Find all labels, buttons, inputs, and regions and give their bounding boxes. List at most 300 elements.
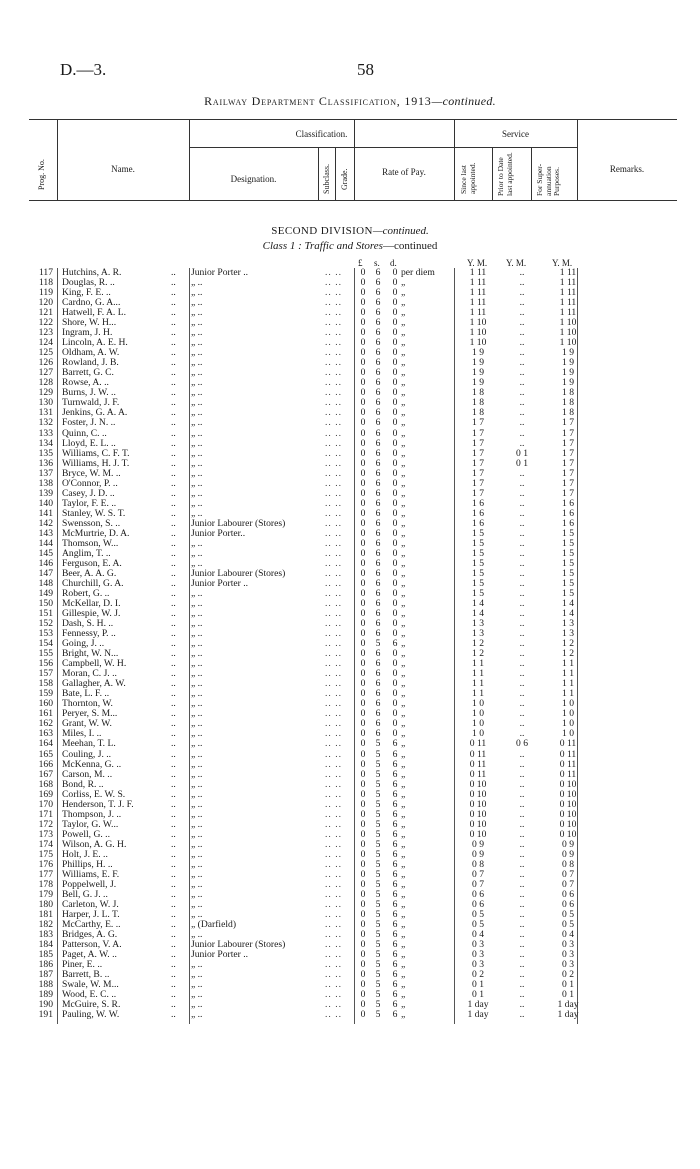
pay-pence: 0	[392, 317, 398, 329]
service-prior: ..	[519, 327, 525, 339]
service-prior: ..	[519, 919, 525, 931]
service-prior: ..	[519, 818, 525, 830]
employee-name: Wilson, A. G. H.	[62, 838, 127, 850]
prog-no: 179	[38, 888, 53, 900]
pay-shillings: 6	[375, 407, 381, 419]
pay-pence: 0	[392, 658, 398, 670]
pay-shillings: 5	[375, 999, 381, 1011]
service-prior: 0 1	[516, 447, 528, 459]
leader-dots: ..	[171, 999, 176, 1011]
pay-period: „	[401, 919, 406, 931]
employee-name: Ingram, J. H.	[62, 327, 113, 339]
prog-no: 176	[38, 858, 53, 870]
designation: „ ..	[191, 327, 203, 339]
prog-no: 149	[38, 588, 53, 599]
service-since-last: 1 8	[472, 397, 484, 409]
subclass-grade-dots: .. ..	[325, 688, 342, 700]
pay-period: „	[401, 848, 406, 860]
pay-pounds: 0	[360, 577, 366, 589]
table-row	[29, 880, 679, 890]
leader-dots: ..	[171, 708, 176, 720]
leader-dots: ..	[171, 608, 176, 620]
pay-pence: 0	[392, 577, 398, 589]
pay-pounds: 0	[360, 427, 366, 439]
class-suffix: —continued	[382, 240, 438, 252]
service-superannuation: 1 5	[562, 577, 574, 589]
pay-shillings: 5	[375, 989, 381, 1001]
table-row	[29, 850, 679, 860]
service-since-last: 1 11	[469, 267, 487, 278]
pay-period: „	[401, 708, 406, 720]
service-superannuation: 1 7	[562, 427, 574, 439]
prog-no: 159	[38, 688, 53, 700]
subclass-grade-dots: .. ..	[325, 788, 342, 800]
designation: „ ..	[191, 909, 203, 920]
employee-name: Thomson, W...	[62, 537, 119, 549]
subclass-grade-dots: .. ..	[325, 618, 342, 630]
prog-no: 172	[38, 818, 53, 830]
service-superannuation: 1 5	[562, 537, 574, 549]
service-since-last: 1 6	[472, 507, 484, 519]
employee-name: Couling, J. ..	[62, 748, 112, 760]
pay-pence: 6	[392, 969, 398, 981]
leader-dots: ..	[171, 577, 176, 589]
service-superannuation: 0 11	[559, 748, 577, 760]
service-superannuation: 1 4	[562, 608, 574, 620]
employee-name: Taylor, F. E. ..	[62, 497, 117, 509]
pay-shillings: 5	[375, 898, 381, 910]
designation: „ ..	[191, 477, 203, 489]
service-prior: ..	[519, 417, 525, 429]
pay-pounds: 0	[360, 417, 366, 429]
designation: Junior Porter..	[191, 527, 246, 539]
employee-name: Oldham, A. W.	[62, 347, 120, 359]
subclass-grade-dots: .. ..	[325, 658, 342, 670]
pay-pence: 6	[392, 999, 398, 1011]
leader-dots: ..	[171, 407, 176, 419]
prog-no: 163	[38, 728, 53, 740]
employee-name: McGuire, S. R.	[62, 999, 121, 1011]
employee-name: Going, J. ..	[62, 638, 105, 650]
subclass-grade-dots: .. ..	[325, 527, 342, 539]
pay-pence: 0	[392, 427, 398, 439]
pay-pounds: 0	[360, 297, 366, 309]
pay-period: „	[401, 668, 406, 680]
service-superannuation: 1 11	[559, 307, 577, 319]
pay-period: „	[401, 768, 406, 780]
service-superannuation: 0 5	[562, 909, 574, 920]
service-since-last: 1 8	[472, 387, 484, 399]
service-since-last: 1 7	[472, 447, 484, 459]
pay-pounds: 0	[360, 497, 366, 509]
leader-dots: ..	[171, 678, 176, 690]
leader-dots: ..	[171, 658, 176, 670]
service-since-last: 1 7	[472, 477, 484, 489]
subclass-grade-dots: .. ..	[325, 577, 342, 589]
pay-period: „	[401, 517, 406, 529]
pay-shillings: 6	[375, 307, 381, 319]
pay-pounds: 0	[360, 728, 366, 740]
service-since-last: 1 2	[472, 638, 484, 650]
pay-shillings: 6	[375, 427, 381, 439]
pay-period: „	[401, 447, 406, 459]
table-row	[29, 970, 679, 980]
table-row	[29, 469, 679, 479]
leader-dots: ..	[171, 447, 176, 459]
pay-period: „	[401, 838, 406, 850]
leader-dots: ..	[171, 828, 176, 840]
service-prior: ..	[519, 858, 525, 870]
pay-period: „	[401, 929, 406, 941]
pay-shillings: 6	[375, 618, 381, 630]
pay-pence: 6	[392, 748, 398, 760]
leader-dots: ..	[171, 778, 176, 790]
table-row	[29, 1000, 679, 1010]
service-prior: ..	[519, 347, 525, 359]
employee-name: Swensson, S. ..	[62, 517, 121, 529]
pay-pounds: 0	[360, 598, 366, 610]
page-number: 58	[357, 60, 374, 79]
pay-shillings: 5	[375, 979, 381, 991]
designation: „ ..	[191, 618, 203, 630]
employee-name: Swale, W. M...	[62, 979, 119, 991]
prog-no: 157	[38, 668, 53, 680]
designation: „ ..	[191, 598, 203, 610]
employee-name: Bell, G. J. ..	[62, 888, 108, 900]
subclass-grade-dots: .. ..	[325, 798, 342, 810]
pay-pence: 6	[392, 788, 398, 800]
designation: „ ..	[191, 507, 203, 519]
pay-period: „	[401, 808, 406, 820]
prog-no: 184	[38, 939, 53, 951]
service-superannuation: 1 8	[562, 407, 574, 419]
pay-pounds: 0	[360, 287, 366, 299]
pay-pence: 6	[392, 979, 398, 991]
table-row	[29, 298, 679, 308]
employee-name: Douglas, R. ..	[62, 277, 115, 289]
table-row	[29, 960, 679, 970]
employee-name: Gallagher, A. W.	[62, 678, 126, 690]
service-superannuation: 1 11	[559, 277, 577, 289]
employee-name: McMurtrie, D. A.	[62, 527, 130, 539]
leader-dots: ..	[171, 738, 176, 750]
service-superannuation: 1 1	[562, 678, 574, 690]
pay-period: „	[401, 387, 406, 399]
service-prior: ..	[519, 477, 525, 489]
designation: Junior Porter ..	[191, 267, 249, 278]
table-row	[29, 278, 679, 288]
pay-pounds: 0	[360, 457, 366, 469]
pay-pence: 6	[392, 868, 398, 880]
pay-pence: 0	[392, 477, 398, 489]
leader-dots: ..	[171, 949, 176, 961]
service-superannuation: 0 10	[559, 788, 577, 800]
leader-dots: ..	[171, 919, 176, 931]
pay-pounds: 0	[360, 387, 366, 399]
pay-pounds: 0	[360, 557, 366, 569]
designation: „ ..	[191, 588, 203, 599]
designation: „ ..	[191, 407, 203, 419]
pay-shillings: 5	[375, 858, 381, 870]
prog-no: 178	[38, 878, 53, 890]
employee-name: Churchill, G. A.	[62, 577, 124, 589]
employee-name: Stanley, W. S. T.	[62, 507, 126, 519]
subclass-grade-dots: .. ..	[325, 517, 342, 529]
designation: „ ..	[191, 788, 203, 800]
pay-pence: 6	[392, 818, 398, 830]
service-since-last: 0 5	[472, 909, 484, 920]
table-row	[29, 659, 679, 669]
subclass-grade-dots: .. ..	[325, 708, 342, 720]
service-since-last: 1 10	[469, 317, 487, 329]
prog-no: 185	[38, 949, 53, 961]
service-superannuation: 1 10	[559, 327, 577, 339]
service-prior: ..	[519, 868, 525, 880]
pay-pounds: 0	[360, 447, 366, 459]
service-since-last: 1 4	[472, 598, 484, 610]
service-since-last: 0 6	[472, 898, 484, 910]
service-superannuation: 1 1	[562, 658, 574, 670]
pay-period: „	[401, 1009, 406, 1021]
service-since-last: 1 11	[469, 287, 487, 299]
pay-pounds: 0	[360, 628, 366, 640]
designation: „ ..	[191, 688, 203, 700]
service-superannuation: 1 5	[562, 557, 574, 569]
table-row	[29, 729, 679, 739]
prog-no: 155	[38, 648, 53, 660]
header-superannuation: For Super-annuation Purposes.	[535, 163, 561, 196]
pay-pence: 0	[392, 297, 398, 309]
subclass-grade-dots: .. ..	[325, 598, 342, 610]
prog-no: 187	[38, 969, 53, 981]
service-prior: ..	[519, 297, 525, 309]
leader-dots: ..	[171, 808, 176, 820]
designation: „ ..	[191, 728, 203, 740]
pay-pounds: 0	[360, 738, 366, 750]
subclass-grade-dots: .. ..	[325, 929, 342, 941]
leader-dots: ..	[171, 788, 176, 800]
employee-name: Piner, E. ..	[62, 959, 103, 971]
service-prior: ..	[519, 598, 525, 610]
pay-shillings: 6	[375, 527, 381, 539]
designation: Junior Labourer (Stores)	[191, 939, 286, 951]
pay-pence: 0	[392, 618, 398, 630]
prog-no: 122	[38, 317, 53, 329]
leader-dots: ..	[171, 698, 176, 710]
employee-name: Hatwell, F. A. L.	[62, 307, 126, 319]
pay-shillings: 6	[375, 437, 381, 449]
pay-shillings: 6	[375, 387, 381, 399]
pay-period: „	[401, 577, 406, 589]
service-since-last: 0 4	[472, 929, 484, 941]
employee-name: Holt, J. E. ..	[62, 848, 108, 860]
service-superannuation: 1 4	[562, 598, 574, 610]
table-row	[29, 770, 679, 780]
subclass-grade-dots: .. ..	[325, 939, 342, 951]
service-prior: ..	[519, 728, 525, 740]
prog-no: 188	[38, 979, 53, 991]
pay-pence: 0	[392, 588, 398, 599]
service-prior: ..	[519, 979, 525, 991]
pay-pounds: 0	[360, 808, 366, 820]
pay-pounds: 0	[360, 818, 366, 830]
pay-pounds: 0	[360, 1009, 366, 1021]
subclass-grade-dots: .. ..	[325, 808, 342, 820]
pay-shillings: 6	[375, 497, 381, 509]
prog-no: 136	[38, 457, 53, 469]
leader-dots: ..	[171, 517, 176, 529]
prog-no: 181	[38, 909, 53, 920]
service-superannuation: 0 7	[562, 878, 574, 890]
pay-period: „	[401, 347, 406, 359]
leader-dots: ..	[171, 798, 176, 810]
pay-shillings: 6	[375, 487, 381, 499]
service-superannuation: 1 6	[562, 507, 574, 519]
pay-period: „	[401, 758, 406, 770]
service-prior: ..	[519, 939, 525, 951]
pay-pence: 0	[392, 347, 398, 359]
pay-pounds: 0	[360, 327, 366, 339]
pay-period: „	[401, 407, 406, 419]
designation: „ ..	[191, 818, 203, 830]
service-since-last: 1 1	[472, 668, 484, 680]
prog-no: 143	[38, 527, 53, 539]
table-row	[29, 619, 679, 629]
pay-pounds: 0	[360, 979, 366, 991]
service-prior: ..	[519, 608, 525, 620]
subclass-grade-dots: .. ..	[325, 868, 342, 880]
employee-name: Bond, R. ..	[62, 778, 104, 790]
subclass-grade-dots: .. ..	[325, 407, 342, 419]
pay-pounds: 0	[360, 277, 366, 289]
service-superannuation: 0 9	[562, 838, 574, 850]
pay-shillings: 6	[375, 277, 381, 289]
pay-shillings: 6	[375, 417, 381, 429]
pay-period: „	[401, 658, 406, 670]
pay-period: „	[401, 628, 406, 640]
table-row	[29, 689, 679, 699]
service-prior: ..	[519, 838, 525, 850]
pay-pounds: 0	[360, 878, 366, 890]
service-prior: ..	[519, 577, 525, 589]
pay-pence: 0	[392, 728, 398, 740]
designation: Junior Labourer (Stores)	[191, 567, 286, 579]
pay-period: „	[401, 487, 406, 499]
service-superannuation: 1 5	[562, 527, 574, 539]
pay-pounds: 0	[360, 347, 366, 359]
designation: „ ..	[191, 457, 203, 469]
pay-period: per diem	[401, 267, 435, 278]
designation: „ ..	[191, 307, 203, 319]
pay-period: „	[401, 698, 406, 710]
service-superannuation: 1 7	[562, 487, 574, 499]
running-title-main: Railway Department Classification, 1913	[204, 94, 432, 108]
employee-name: Casey, J. D. ..	[62, 487, 115, 499]
leader-dots: ..	[171, 337, 176, 349]
prog-no: 182	[38, 919, 53, 931]
table-row	[29, 1010, 679, 1020]
pay-pounds: 0	[360, 989, 366, 1001]
designation: „ ..	[191, 718, 203, 730]
pay-pounds: 0	[360, 517, 366, 529]
service-prior: ..	[519, 507, 525, 519]
pay-period: „	[401, 949, 406, 961]
pay-pence: 0	[392, 708, 398, 720]
service-since-last: 0 3	[472, 939, 484, 951]
pay-shillings: 6	[375, 507, 381, 519]
table-row	[29, 980, 679, 990]
pay-pence: 0	[392, 608, 398, 620]
pay-pence: 0	[392, 688, 398, 700]
table-row	[29, 810, 679, 820]
pay-pounds: 0	[360, 858, 366, 870]
header-service: Service	[502, 129, 529, 139]
pay-pence: 0	[392, 437, 398, 449]
pay-shillings: 6	[375, 588, 381, 599]
leader-dots: ..	[171, 277, 176, 289]
pay-shillings: 5	[375, 808, 381, 820]
pay-pence: 0	[392, 337, 398, 349]
service-prior: ..	[519, 929, 525, 941]
employee-name: Carson, M. ..	[62, 768, 113, 780]
service-since-last: 1 0	[472, 708, 484, 720]
pay-pounds: 0	[360, 608, 366, 620]
designation: „ ..	[191, 959, 203, 971]
service-since-last: 0 2	[472, 969, 484, 981]
service-since-last: 1 5	[472, 527, 484, 539]
unit-ym-prior: Y. M.	[506, 258, 527, 268]
subclass-grade-dots: .. ..	[325, 678, 342, 690]
designation: „ ..	[191, 828, 203, 840]
pay-shillings: 5	[375, 969, 381, 981]
service-superannuation: 0 10	[559, 798, 577, 810]
pay-pence: 0	[392, 447, 398, 459]
leader-dots: ..	[171, 888, 176, 900]
service-superannuation: 0 11	[559, 768, 577, 780]
pay-shillings: 6	[375, 678, 381, 690]
subclass-grade-dots: .. ..	[325, 878, 342, 890]
pay-shillings: 5	[375, 828, 381, 840]
prog-no: 164	[38, 738, 53, 750]
prog-no: 150	[38, 598, 53, 610]
service-since-last: 1 11	[469, 297, 487, 309]
leader-dots: ..	[171, 357, 176, 369]
designation: „ ..	[191, 708, 203, 720]
pay-shillings: 6	[375, 567, 381, 579]
designation: „ ..	[191, 868, 203, 880]
prog-no: 137	[38, 467, 53, 479]
pay-shillings: 6	[375, 457, 381, 469]
employee-name: Turnwald, J. F.	[62, 397, 120, 409]
pay-pence: 0	[392, 567, 398, 579]
designation: „ ..	[191, 668, 203, 680]
service-superannuation: 0 10	[559, 808, 577, 820]
employee-name: Burns, J. W. ..	[62, 387, 116, 399]
table-row	[29, 679, 679, 689]
service-superannuation: 0 7	[562, 868, 574, 880]
employee-name: Grant, W. W.	[62, 718, 112, 730]
subclass-grade-dots: .. ..	[325, 437, 342, 449]
pay-shillings: 5	[375, 758, 381, 770]
pay-period: „	[401, 688, 406, 700]
service-since-last: 1 1	[472, 658, 484, 670]
designation: „ ..	[191, 317, 203, 329]
leader-dots: ..	[171, 327, 176, 339]
employee-name: Powell, G. ..	[62, 828, 110, 840]
designation: „ ..	[191, 898, 203, 910]
service-since-last: 0 11	[469, 748, 487, 760]
pay-pence: 0	[392, 527, 398, 539]
